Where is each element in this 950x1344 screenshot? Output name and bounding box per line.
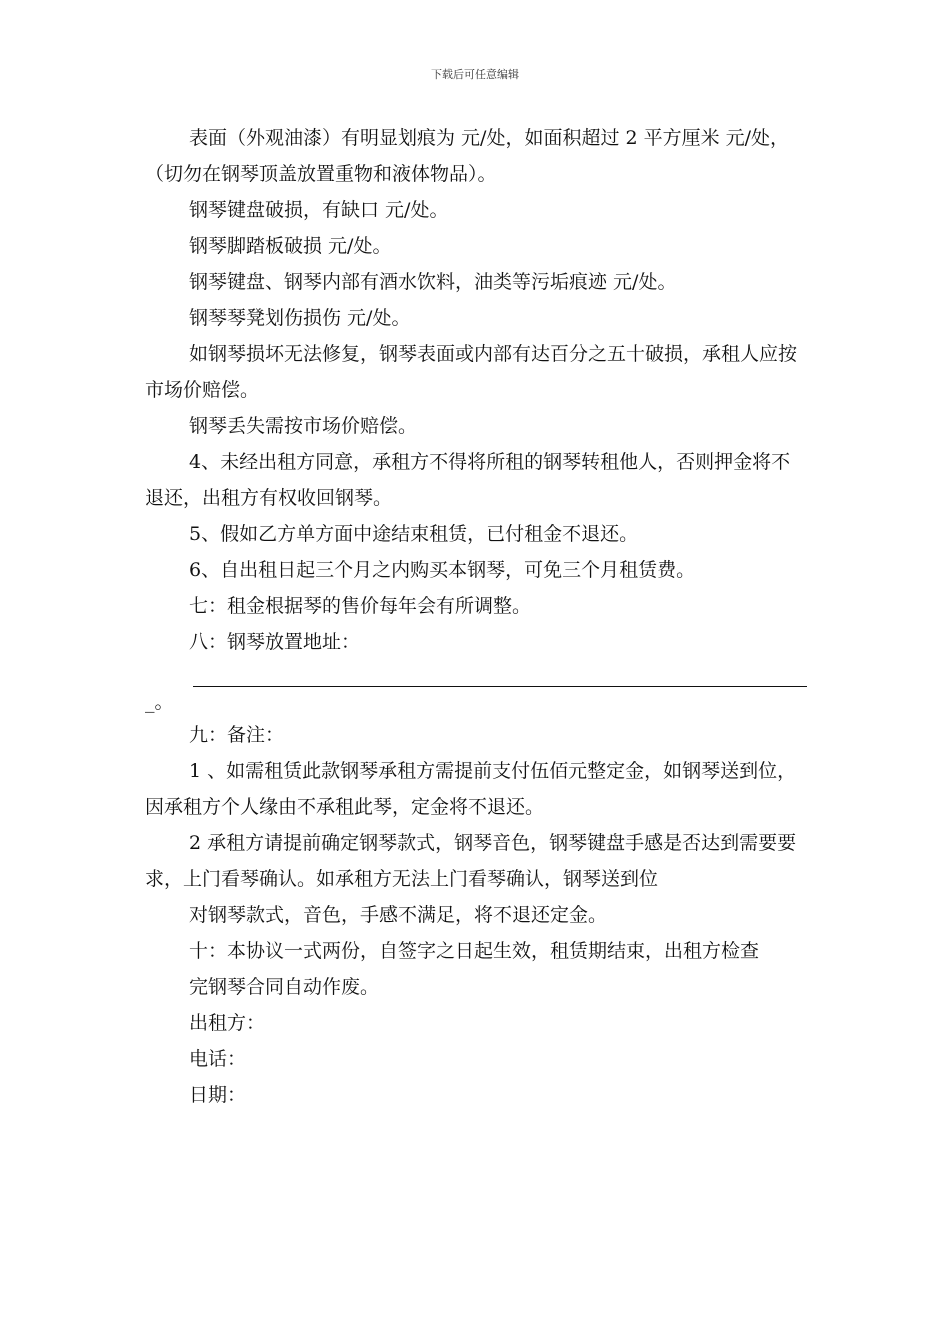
paragraph-note-2: 2 承租方请提前确定钢琴款式，钢琴音色，钢琴键盘手感是否达到需要要求，上门看琴确认。如承租方无法上门看琴确认，钢琴送到位 xyxy=(145,832,797,890)
address-blank xyxy=(145,660,807,717)
paragraph-stain-damage: 钢琴键盘、钢琴内部有酒水饮料，油类等污垢痕迹 元/处。 xyxy=(189,271,677,293)
document-body xyxy=(145,120,807,1113)
signature-phone: 电话： xyxy=(189,1048,247,1070)
page-header: 下载后可任意编辑 xyxy=(431,68,519,81)
paragraph-clause-5: 5、假如乙方单方面中途结束租赁，已付租金不退还。 xyxy=(189,523,639,545)
paragraph-scratch-damage: 表面（外观油漆）有明显划痕为 元/处，如面积超过 2 平方厘米 元/处，（切勿在钢琴顶盖放置重物和液体物品）。 xyxy=(145,127,790,185)
paragraph-bench-damage: 钢琴琴凳划伤损伤 元/处。 xyxy=(189,307,411,329)
paragraph-clause-7: 七：租金根据琴的售价每年会有所调整。 xyxy=(189,595,532,617)
paragraph-keyboard-damage: 钢琴键盘破损，有缺口 元/处。 xyxy=(189,199,449,221)
signature-lessor: 出租方： xyxy=(189,1012,266,1034)
paragraph-irreparable: 如钢琴损坏无法修复，钢琴表面或内部有达百分之五十破损，承租人应按市场价赔偿。 xyxy=(145,343,798,401)
paragraph-clause-9: 九：备注： xyxy=(189,724,285,746)
paragraph-pedal-damage: 钢琴脚踏板破损 元/处。 xyxy=(189,235,392,257)
paragraph-loss: 钢琴丢失需按市场价赔偿。 xyxy=(189,415,418,437)
signature-date: 日期： xyxy=(189,1084,247,1106)
paragraph-note-2-cont: 对钢琴款式，音色，手感不满足，将不退还定金。 xyxy=(189,904,608,926)
address-tail: _。 xyxy=(145,691,174,713)
paragraph-clause-8: 八：钢琴放置地址： xyxy=(189,631,361,653)
paragraph-clause-10: 十：本协议一式两份，自签字之日起生效，租赁期结束，出租方检查 xyxy=(189,940,760,962)
address-underline xyxy=(193,660,807,687)
paragraph-clause-10-cont: 完钢琴合同自动作废。 xyxy=(189,976,380,998)
paragraph-clause-4: 4、未经出租方同意，承租方不得将所租的钢琴转租他人，否则押金将不退还，出租方有权收回钢琴。 xyxy=(145,451,791,509)
paragraph-clause-6: 6、自出租日起三个月之内购买本钢琴，可免三个月租赁费。 xyxy=(189,559,696,581)
paragraph-note-1: 1 、如需租赁此款钢琴承租方需提前支付伍佰元整定金，如钢琴送到位，因承租方个人缘由不承租此琴，定金将不退还。 xyxy=(145,760,797,818)
